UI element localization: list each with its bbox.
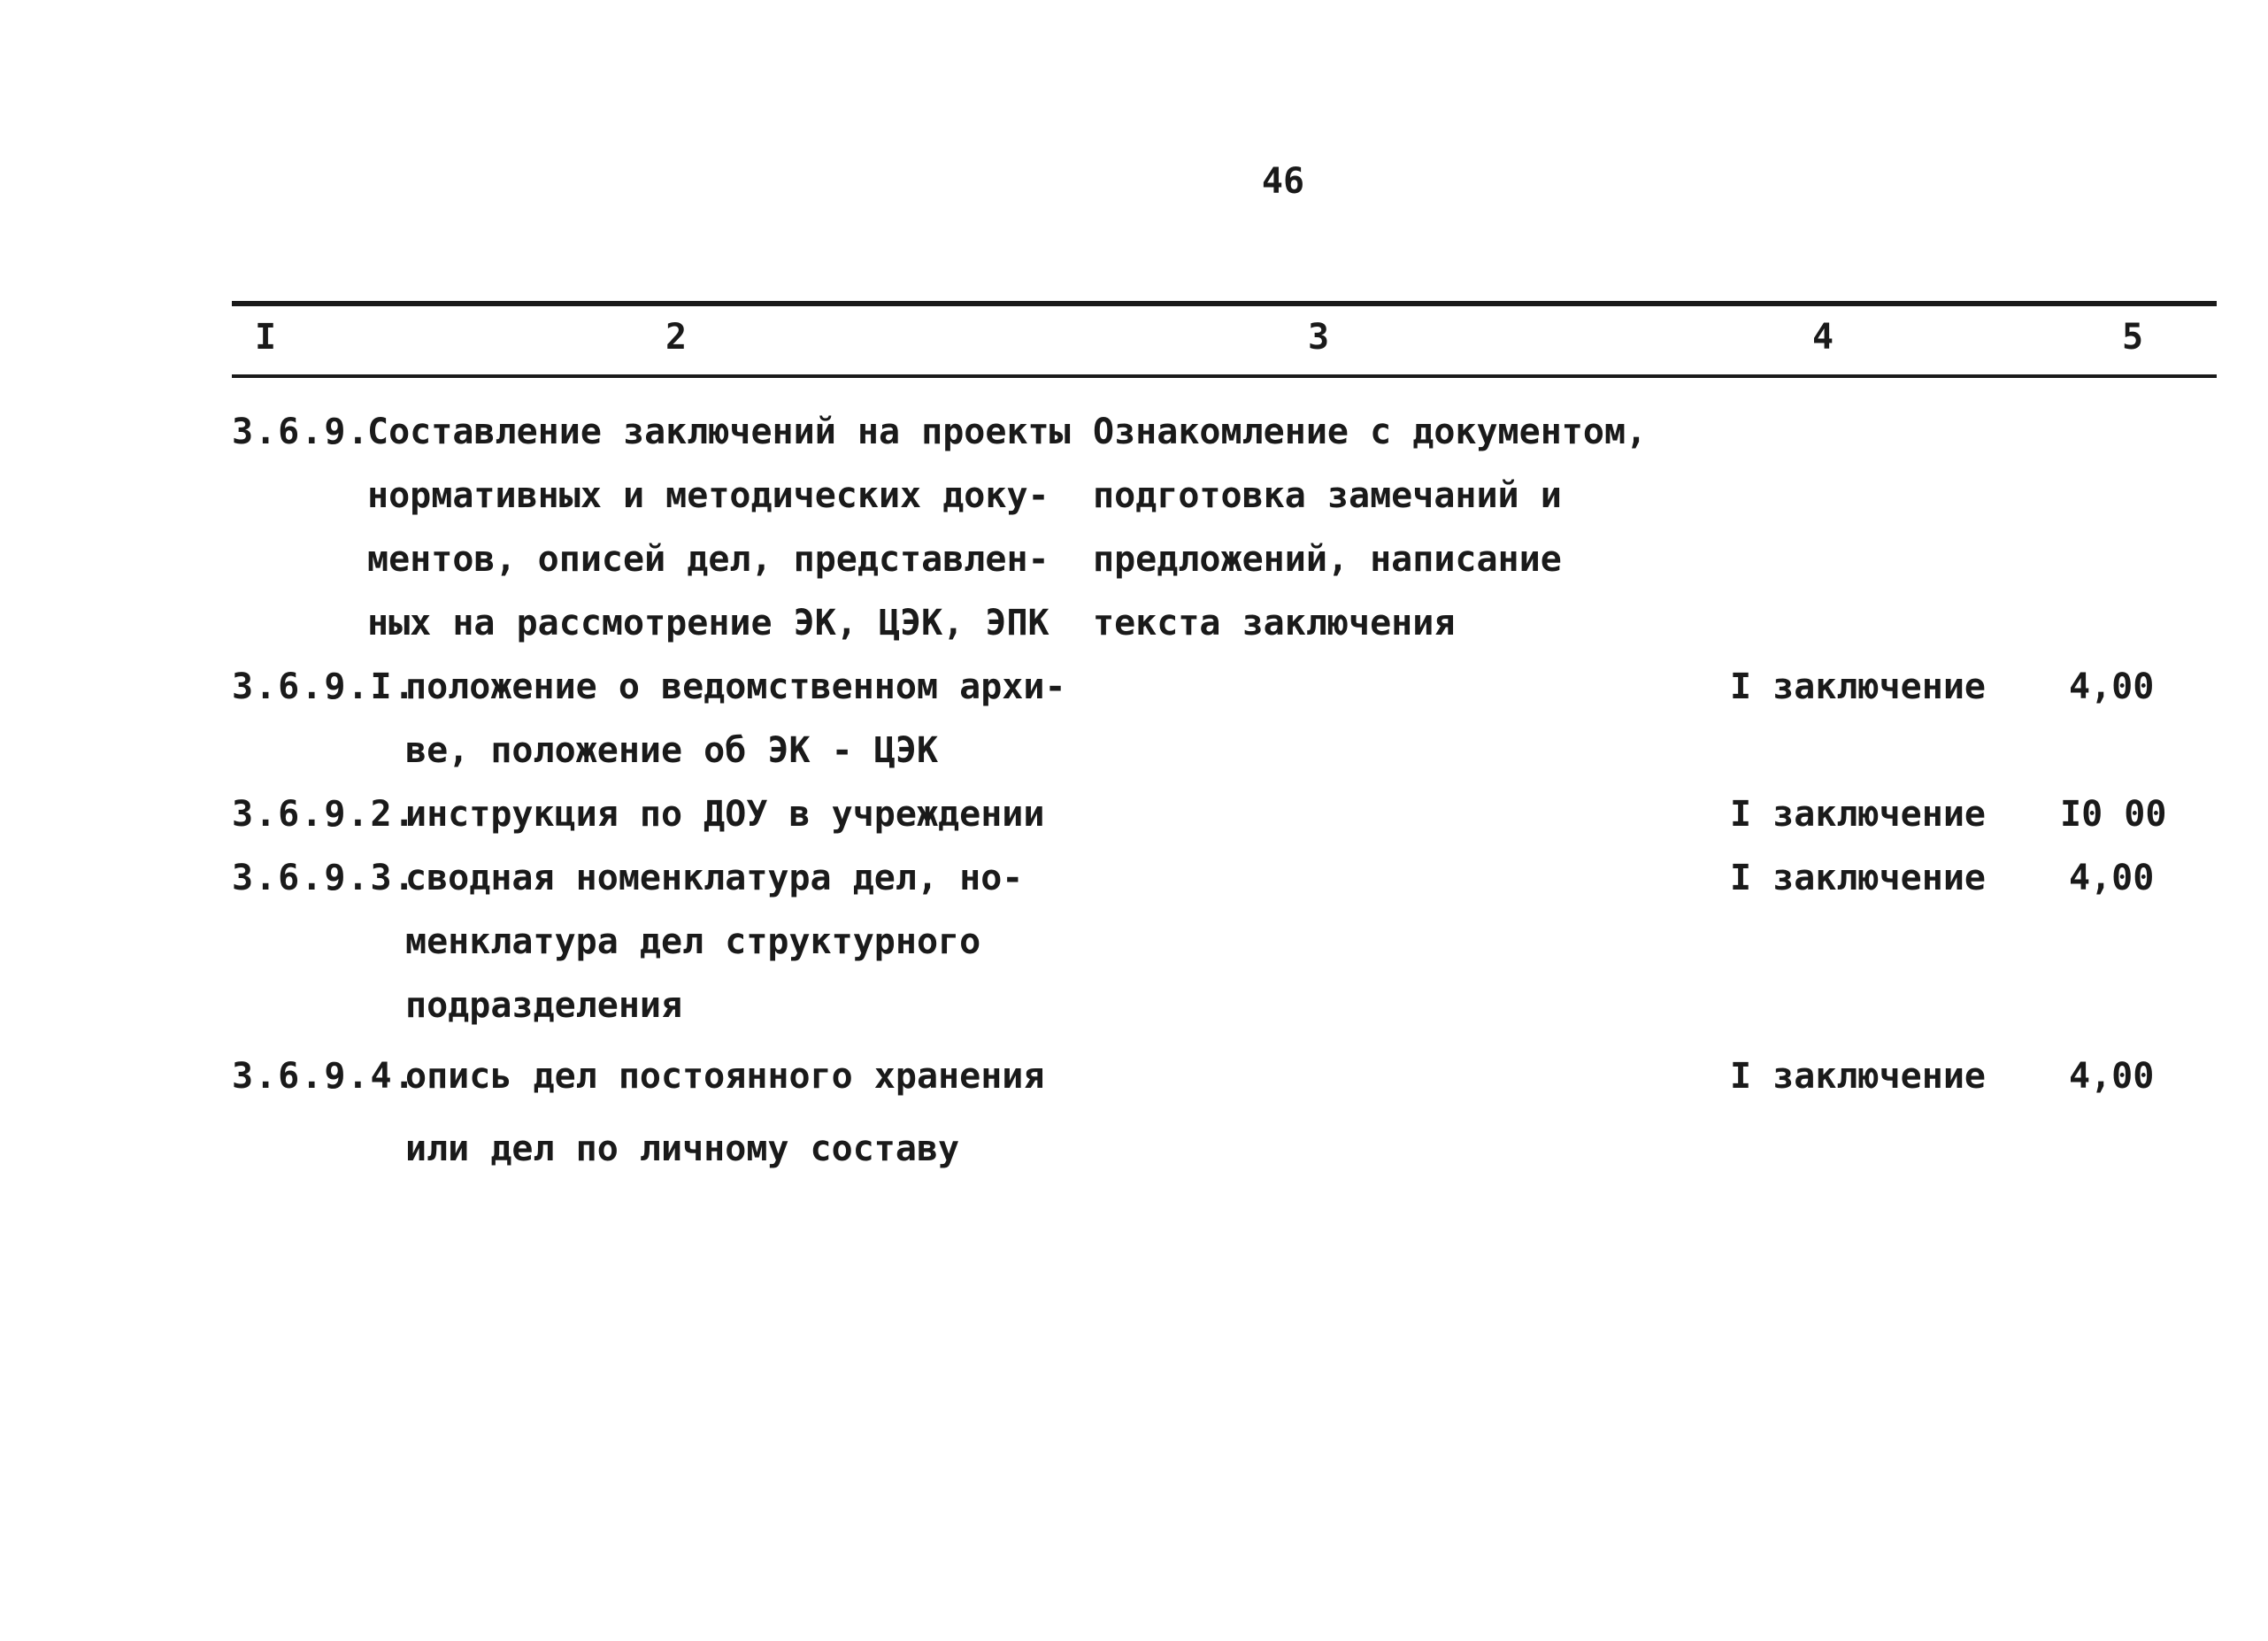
row-name-line: подразделения (405, 985, 683, 1026)
row-code: 3.6.9.4. (232, 1056, 417, 1097)
row-code: 3.6.9.I. (232, 666, 417, 707)
row-name-line: менклатура дел структурного (405, 921, 981, 962)
header-col-1: I (255, 317, 277, 358)
row-content-line: текста заключения (1093, 603, 1456, 643)
header-col-3: 3 (1308, 317, 1330, 358)
row-name-line: ных на рассмотрение ЭК, ЦЭК, ЭПК (367, 603, 1049, 643)
row-unit: I заключение (1730, 858, 1986, 898)
row-name-line: или дел по личному составу (405, 1129, 960, 1169)
table-top-rule (232, 301, 2217, 306)
header-col-4: 4 (1812, 317, 1834, 358)
table-header-rule (232, 374, 2217, 378)
row-name-line: инструкция по ДОУ в учреждении (405, 794, 1045, 835)
row-code: 3.6.9.3. (232, 858, 417, 898)
row-name-line: положение о ведомственном архи- (405, 666, 1066, 707)
header-col-5: 5 (2122, 317, 2144, 358)
row-code: 3.6.9.2. (232, 794, 417, 835)
row-norm: 4,00 (2069, 1056, 2155, 1097)
row-name-line: опись дел постоянного хранения (405, 1056, 1045, 1097)
row-content-line: Ознакомление с документом, (1093, 412, 1648, 452)
row-name-line: ве, положение об ЭК - ЦЭК (405, 730, 939, 771)
row-code: 3.6.9. (232, 412, 371, 452)
row-content-line: предложений, написание (1093, 539, 1562, 580)
row-name-line: ментов, описей дел, представлен- (367, 539, 1049, 580)
row-unit: I заключение (1730, 1056, 1986, 1097)
row-norm: 4,00 (2069, 666, 2155, 707)
row-norm: 4,00 (2069, 858, 2155, 898)
row-unit: I заключение (1730, 666, 1986, 707)
row-norm: I0 00 (2060, 794, 2167, 835)
row-name-line: сводная номенклатура дел, но- (405, 858, 1024, 898)
row-name-line: Составление заключений на проекты (367, 412, 1071, 452)
page-number: 46 (1261, 161, 1305, 202)
header-col-2: 2 (665, 317, 688, 358)
row-content-line: подготовка замечаний и (1093, 475, 1562, 516)
row-name-line: нормативных и методических доку- (367, 475, 1049, 516)
row-unit: I заключение (1730, 794, 1986, 835)
